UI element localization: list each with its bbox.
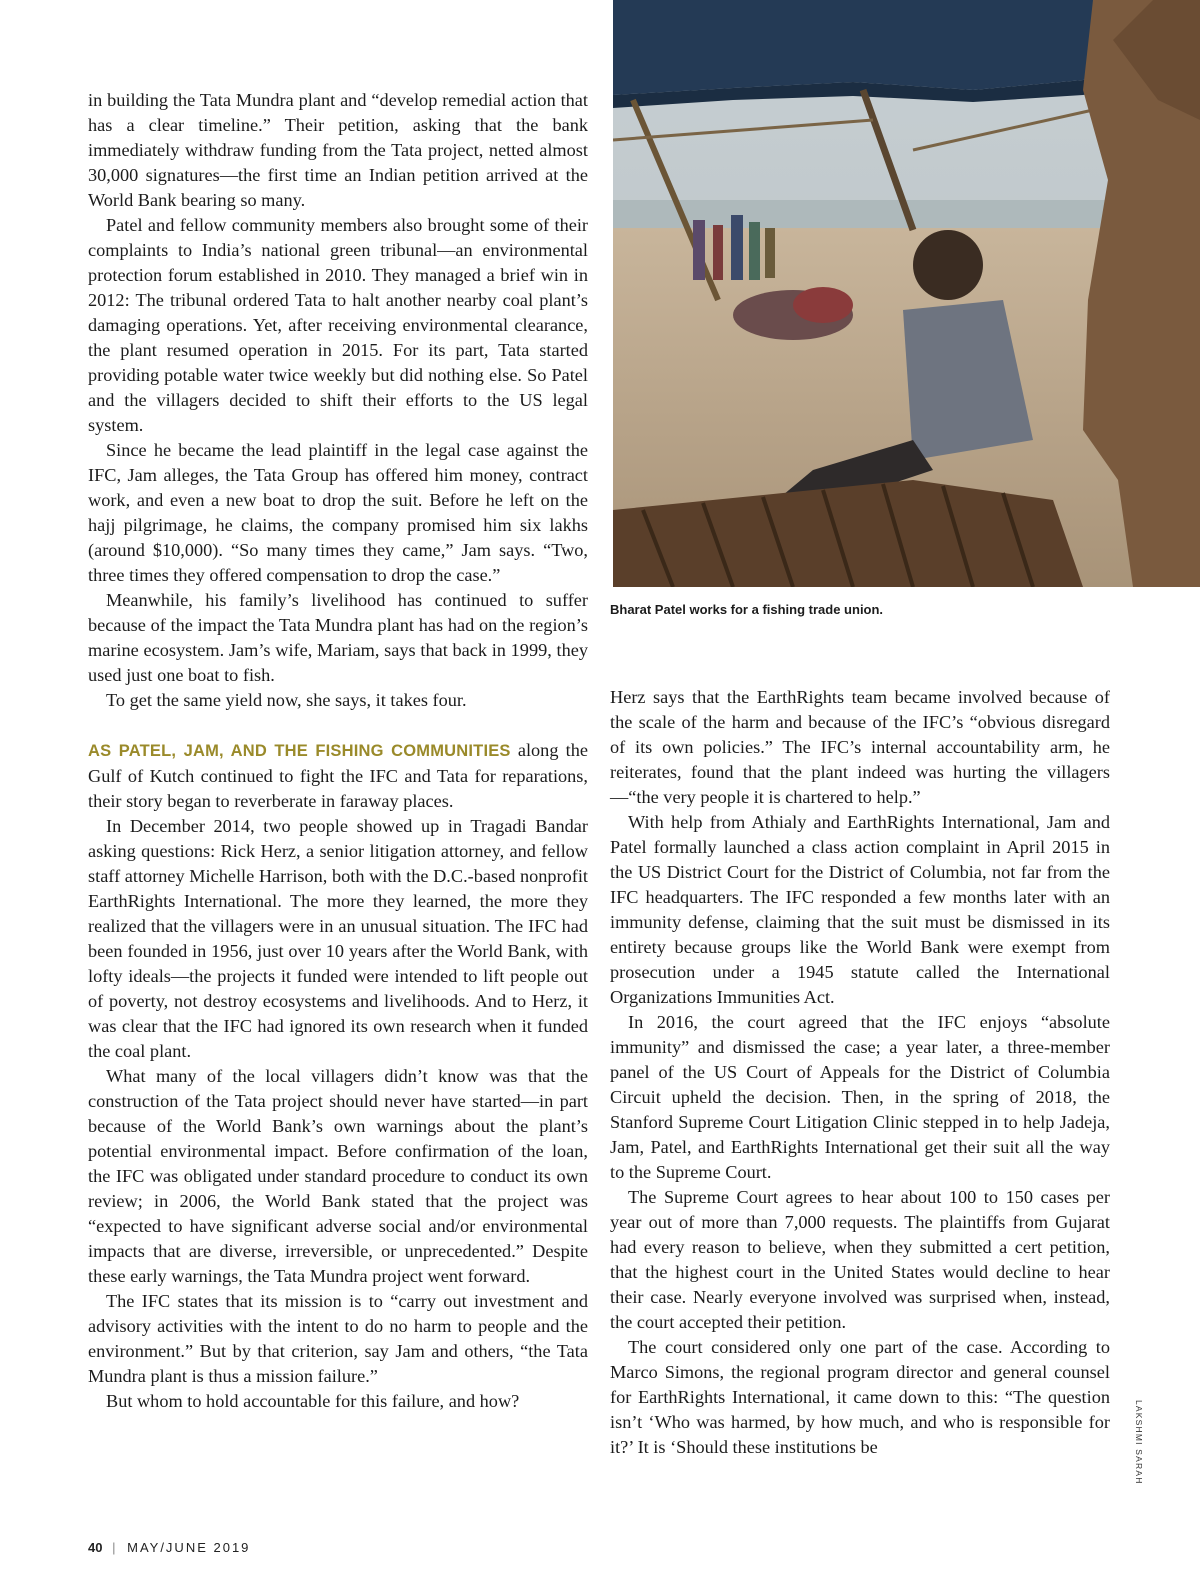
- paragraph-text: What many of the local villagers didn’t know was that the construction of the Tata project should never have started—in part because of the World Bank’s own warnings about the plant’s potential environmental impact. Before confirmation of the loan, the IFC was obligated under standard procedure to conduct its own review; in 2006, the World Bank stated that the project was “expected to have significant adverse social and/or environmental impacts that are diverse, irreversible, or unprecedented.” Despite these early warnings, the Tata Mundra project went forward.: [88, 1066, 588, 1286]
- paragraph: [610, 810, 1110, 1010]
- page-number: 40: [88, 1540, 103, 1555]
- paragraph-text: To get the same yield now, she says, it takes four.: [106, 690, 467, 710]
- paragraph-text: The Supreme Court agrees to hear about 100 to 150 cases per year out of more than 7,000 requests. The plaintiffs from Gujarat had every reason to believe, when they submitted a cert petition, that the highest court in the United States would decline to hear their case. Nearly everyone involved was surprised when, instead, the court accepted their petition.: [610, 1187, 1110, 1332]
- paragraph-text: The court considered only one part of the case. According to Marco Simons, the regional program director and general counsel for EarthRights International, it came down to this: “The question isn’t ‘Who was harmed, by how much, and who is responsible for it?’ It is ‘Should these institutions be: [610, 1337, 1110, 1457]
- photo-credit: LAKSHMI SARAH: [1134, 1400, 1144, 1485]
- paragraph: [88, 1389, 588, 1414]
- footer-separator: |: [112, 1540, 118, 1555]
- article-column-left: [88, 88, 588, 1414]
- paragraph-text: in building the Tata Mundra plant and “develop remedial action that has a clear timeline.” Their petition, asking that the bank immediately withdraw funding from the Tata project, netted almost 30,000 signatures—the first time an Indian petition arrived at the World Bank bearing so many.: [88, 90, 588, 210]
- paragraph: [88, 213, 588, 438]
- paragraph-text: Meanwhile, his family’s livelihood has continued to suffer because of the impact the Tata Mundra plant has had on the region’s marine ecosystem. Jam’s wife, Mariam, says that back in 1999, they used just one boat to fish.: [88, 590, 588, 685]
- paragraph: [610, 1010, 1110, 1185]
- paragraph: [88, 738, 588, 814]
- paragraph-text: The IFC states that its mission is to “carry out investment and advisory activities with the intent to do no harm to people and the environment.” But by that criterion, say Jam and others, “the Tata Mundra plant is thus a mission failure.”: [88, 1291, 588, 1386]
- paragraph: [88, 688, 588, 713]
- paragraph: [88, 1064, 588, 1289]
- paragraph: [610, 1335, 1110, 1460]
- paragraph-text: In 2016, the court agreed that the IFC enjoys “absolute immunity” and dismissed the case; a year later, a three-member panel of the US Court of Appeals for the District of Columbia Circuit upheld the decision. Then, in the spring of 2018, the Stanford Supreme Court Litigation Clinic stepped in to help Jadeja, Jam, Patel, and EarthRights International get their suit all the way to the Supreme Court.: [610, 1012, 1110, 1182]
- paragraph-text: Since he became the lead plaintiff in the legal case against the IFC, Jam alleges, the Tata Group has offered him money, contract work, and even a new boat to drop the suit. Before he left on the hajj pilgrimage, he claims, the company promised him six lakhs (around $10,000). “So many times they came,” Jam says. “Two, three times they offered compensation to drop the case.”: [88, 440, 588, 585]
- paragraph: [610, 1185, 1110, 1335]
- photo-illustration: [613, 0, 1200, 587]
- paragraph: [88, 588, 588, 688]
- paragraph-text: But whom to hold accountable for this failure, and how?: [106, 1391, 520, 1411]
- paragraph-text: With help from Athialy and EarthRights International, Jam and Patel formally launched a class action complaint in April 2015 in the US District Court for the District of Columbia, not far from the IFC headquarters. The IFC responded a few months later with an immunity defense, claiming that the suit must be dismissed in its entirety because groups like the World Bank were exempt from prosecution under a 1945 statute called the International Organizations Immunities Act.: [610, 812, 1110, 1007]
- paragraph: [88, 88, 588, 213]
- paragraph: [610, 685, 1110, 810]
- photo-caption: Bharat Patel works for a fishing trade union.: [610, 602, 884, 617]
- paragraph-text: In December 2014, two people showed up in Tragadi Bandar asking questions: Rick Herz, a senior litigation attorney, and fellow staff attorney Michelle Harrison, both with the D.C.-based nonprofit EarthRights International. The more they learned, the more they realized that the villagers were in an unusual situation. The IFC had been founded in 1956, just over 10 years after the World Bank, with lofty ideals—the projects it funded were intended to lift people out of poverty, not destroy ecosystems and livelihoods. And to Herz, it was clear that the IFC had ignored its own research when it funded the coal plant.: [88, 816, 588, 1061]
- paragraph: [88, 438, 588, 588]
- paragraph-text: along the Gulf of Kutch continued to fight the IFC and Tata for reparations, their story began to reverberate in faraway places.: [88, 740, 588, 811]
- paragraph: [88, 814, 588, 1064]
- page-footer: [88, 1540, 250, 1555]
- paragraph: [88, 1289, 588, 1389]
- section-lead-in: AS PATEL, JAM, AND THE FISHING COMMUNITIES: [88, 742, 511, 760]
- paragraph-text: Patel and fellow community members also brought some of their complaints to India’s national green tribunal—an environmental protection forum established in 2010. They managed a brief win in 2012: The tribunal ordered Tata to halt another nearby coal plant’s damaging operations. Yet, after receiving environmental clearance, the plant resumed operation in 2015. For its part, Tata started providing potable water twice weekly but did nothing else. So Patel and the villagers decided to shift their efforts to the US legal system.: [88, 215, 588, 435]
- article-photo: [613, 0, 1200, 587]
- issue-date: MAY/JUNE 2019: [127, 1540, 251, 1555]
- article-column-right: [610, 685, 1110, 1460]
- paragraph-text: Herz says that the EarthRights team became involved because of the scale of the harm and because of the IFC’s “obvious disregard of its own policies.” The IFC’s internal accountability arm, he reiterates, found that the plant indeed was hurting the villagers—“the very people it is chartered to help.”: [610, 687, 1110, 807]
